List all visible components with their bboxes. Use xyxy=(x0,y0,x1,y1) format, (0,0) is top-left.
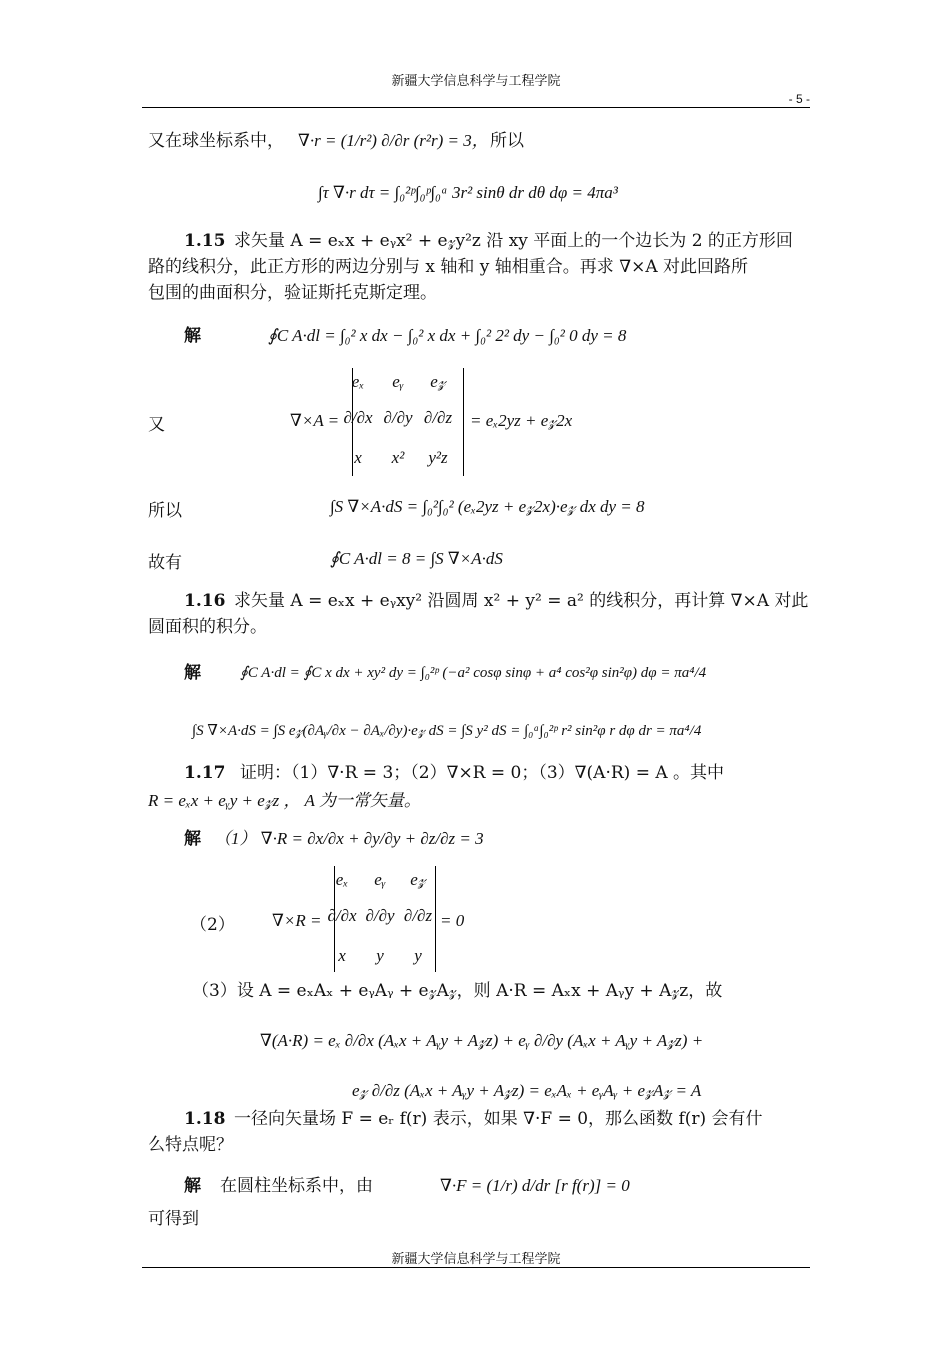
solution-1-18-end: 可得到 xyxy=(148,1209,199,1229)
det15-r3c3: y²z xyxy=(428,448,448,467)
problem-1-16-number: 1.16 xyxy=(184,591,226,611)
solution-1-17-part-1: （1） ∇·R = ∂x/∂x + ∂y/∂y + ∂z/∂z = 3 xyxy=(214,829,484,848)
curl-1-15-lhs: ∇×A = xyxy=(290,411,340,430)
solution-1-15-eq-4: ∮C A·dl = 8 = ∫S ∇×A·dS xyxy=(330,549,503,568)
solution-1-17-part-3-b: ∇(A·R) = eₓ ∂/∂x (Aₓx + Aᵧy + A𝓏z) + eᵧ ∂/∂y (Aₓx + Aᵧy + A𝓏z) + xyxy=(260,1031,704,1050)
det15-r2c3: ∂/∂z xyxy=(423,408,453,427)
problem-1-15-line-2: 路的线积分，此正方形的两边分别与 x 轴和 y 轴相重合。再求 ∇×A 对此回路所 xyxy=(148,257,749,277)
solution-1-15-eq-1: ∮C A·dl = ∫₀² x dx − ∫₀² x dx + ∫₀² 2² dy − ∫₀² 0 dy = 8 xyxy=(268,326,627,345)
problem-1-15-line-3: 包围的曲面积分，验证斯托克斯定理。 xyxy=(148,283,437,303)
label-you: 又 xyxy=(148,415,165,435)
label-suoyi: 所以 xyxy=(148,501,182,521)
problem-1-17-line-1: 证明：（1）∇·R = 3；（2）∇×R = 0；（3）∇(A·R) = A 。其中 xyxy=(240,763,725,783)
determinant-1-17 xyxy=(327,866,436,972)
det17-r1c2: eᵧ xyxy=(374,870,386,889)
page-number: - 5 - xyxy=(788,92,810,106)
solution-1-18-eq: ∇·F = (1/r) d/dr [r f(r)] = 0 xyxy=(440,1176,630,1195)
header-title: 新疆大学信息科学与工程学院 xyxy=(391,74,561,89)
det17-r3c2: y xyxy=(376,946,384,965)
footer-title: 新疆大学信息科学与工程学院 xyxy=(391,1252,561,1267)
solution-label-1-16: 解 xyxy=(184,663,201,683)
determinant-1-15 xyxy=(343,368,464,476)
line-2-equation: ∫τ ∇·r dτ = ∫₀²ᵖ∫₀ᵖ∫₀ᵃ 3r² sinθ dr dθ dφ = 4πa³ xyxy=(318,183,618,202)
header-rule xyxy=(142,107,810,108)
label-guyou: 故有 xyxy=(148,553,182,573)
det15-r1c1: eₓ xyxy=(351,372,365,391)
problem-1-15-number: 1.15 xyxy=(184,231,226,251)
solution-1-16-eq-2: ∫S ∇×A·dS = ∫S e𝓏(∂Aᵧ/∂x − ∂Aₓ/∂y)·e𝓏 dS = ∫S y² dS = ∫₀ᵃ∫₀²ᵖ r² sin²φ r dφ dr = πa⁴/4 xyxy=(192,723,702,739)
problem-1-15-line-1: 求矢量 A = eₓx + eᵧx² + e𝓏y²z 沿 xy 平面上的一个边长为 2 的正方形回 xyxy=(234,231,793,251)
det17-r2c1: ∂/∂x xyxy=(327,906,357,925)
solution-label-1-17: 解 xyxy=(184,829,201,849)
solution-1-16-eq-1: ∮C A·dl = ∮C x dx + xy² dy = ∫₀²ᵖ (−a² cosφ sinφ + a⁴ cos²φ sin²φ) dφ = πa⁴/4 xyxy=(240,665,707,681)
footer-rule xyxy=(142,1267,810,1268)
problem-1-16-line-1: 求矢量 A = eₓx + eᵧxy² 沿圆周 x² + y² = a² 的线积分，再计算 ∇×A 对此 xyxy=(234,591,809,611)
det17-r1c3: e𝓏 xyxy=(410,870,426,889)
det15-r3c2: x² xyxy=(391,448,405,467)
line-1-equation: ∇·r = (1/r²) ∂/∂r (r²r) = 3， xyxy=(298,131,489,150)
curl-1-17-lhs: ∇×R = xyxy=(272,911,322,930)
problem-1-18-line-2: 么特点呢？ xyxy=(148,1135,233,1155)
det17-r3c3: y xyxy=(414,946,422,965)
solution-label-1-18: 解 xyxy=(184,1176,201,1196)
problem-1-16-line-2: 圆面积的积分。 xyxy=(148,617,267,637)
solution-1-17-part-2-label: （2） xyxy=(190,915,235,935)
problem-1-17-line-2: R = eₓx + eᵧy + e𝓏z ， A 为一常矢量。 xyxy=(148,791,421,810)
det17-r3c1: x xyxy=(338,946,346,965)
problem-1-17-number: 1.17 xyxy=(184,763,226,783)
solution-1-17-part-3-c: e𝓏 ∂/∂z (Aₓx + Aᵧy + A𝓏z) = eₓAₓ + eᵧAᵧ + e𝓏A𝓏 = A xyxy=(352,1081,702,1100)
curl-1-17-rhs: = 0 xyxy=(440,911,465,930)
det15-r3c1: x xyxy=(354,448,362,467)
det15-r1c3: e𝓏 xyxy=(430,372,446,391)
det15-r1c2: eᵧ xyxy=(392,372,404,391)
det15-r2c1: ∂/∂x xyxy=(343,408,373,427)
det15-r2c2: ∂/∂y xyxy=(383,408,413,427)
det17-r2c2: ∂/∂y xyxy=(365,906,395,925)
det17-r2c3: ∂/∂z xyxy=(403,906,433,925)
solution-label-1-15: 解 xyxy=(184,326,201,346)
line-1-text: 又在球坐标系中， xyxy=(148,131,284,151)
problem-1-18-number: 1.18 xyxy=(184,1109,226,1129)
solution-1-15-eq-3: ∫S ∇×A·dS = ∫₀²∫₀² (eₓ2yz + e𝓏2x)·e𝓏 dx dy = 8 xyxy=(330,497,645,516)
problem-1-18-line-1: 一径向矢量场 F = eᵣ f(r) 表示，如果 ∇·F = 0，那么函数 f(r) 会有什 xyxy=(234,1109,763,1129)
line-1-tail: 所以 xyxy=(490,131,524,151)
solution-1-18-text: 在圆柱坐标系中，由 xyxy=(220,1176,373,1196)
curl-1-15-rhs: = eₓ2yz + e𝓏2x xyxy=(470,411,573,430)
solution-1-17-part-3-a: （3）设 A = eₓAₓ + eᵧAᵧ + e𝓏A𝓏，则 A·R = Aₓx + Aᵧy + A𝓏z，故 xyxy=(192,981,723,1001)
det17-r1c1: eₓ xyxy=(335,870,349,889)
